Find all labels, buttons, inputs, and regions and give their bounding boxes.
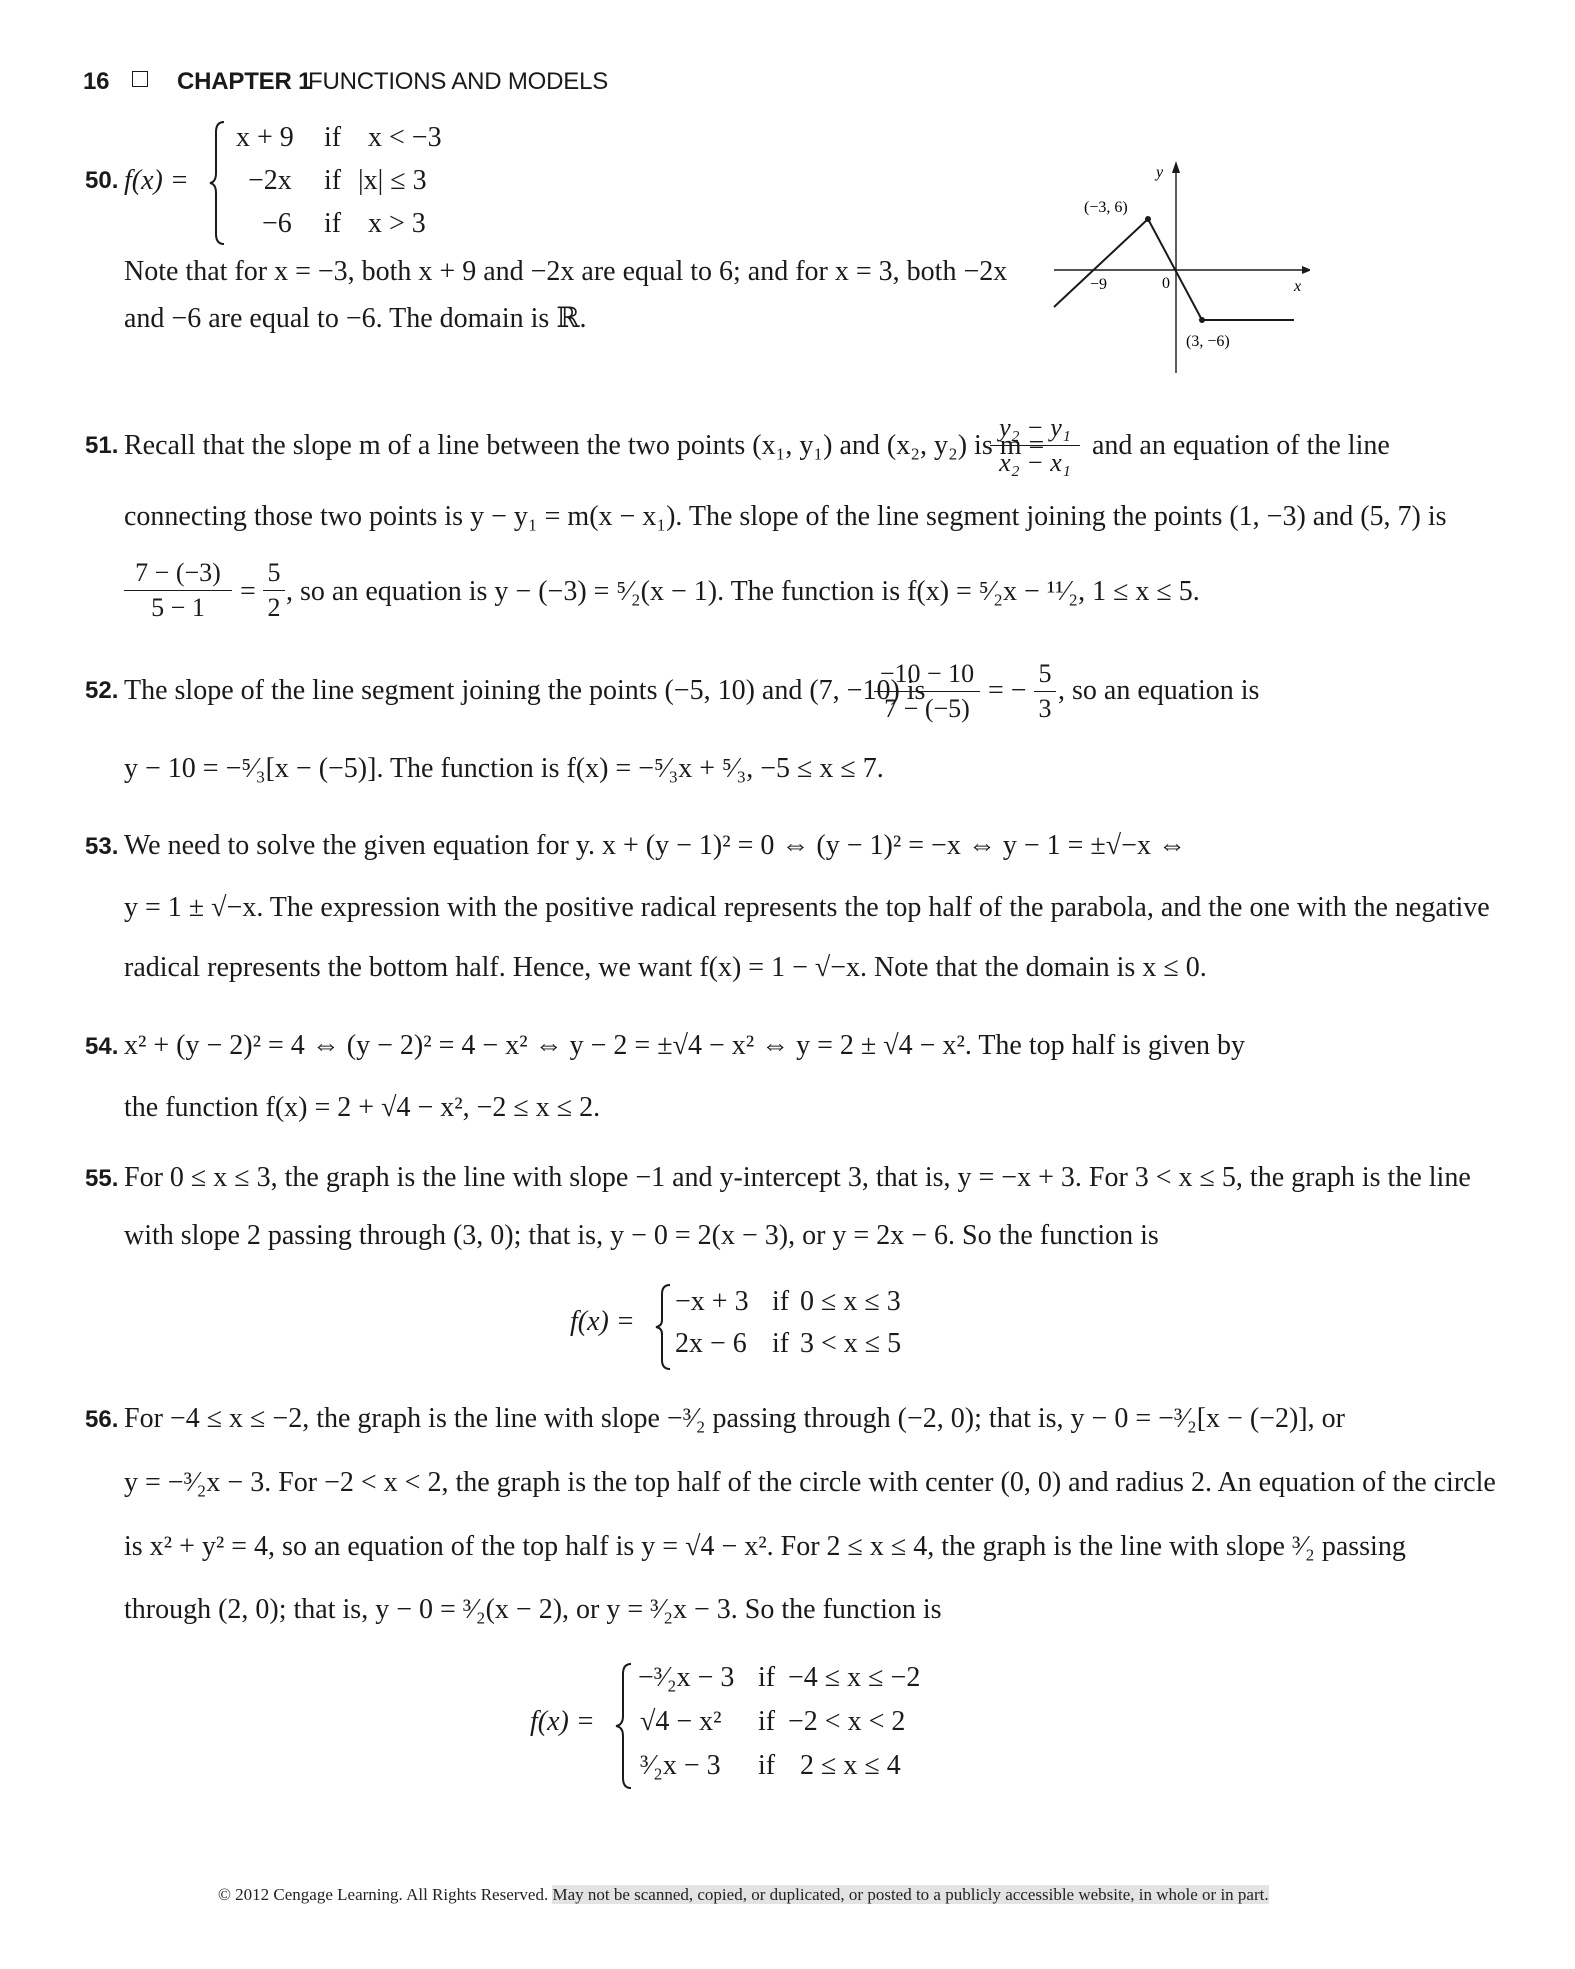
separator-box-icon — [132, 71, 148, 87]
left-brace-55 — [654, 1282, 674, 1372]
equals-minus-52: = − — [988, 675, 1027, 706]
text-line-51-1a: Recall that the slope m of a line between the two points (x₁, y₁) and (x₂, y₂) is m = — [124, 430, 1045, 461]
origin-label: 0 — [1162, 275, 1170, 292]
text-line-51-3: , so an equation is y − (−3) = ⁵⁄₂(x − 1). The function is f(x) = ⁵⁄₂x − ¹¹⁄₂, 1 ≤ x ≤ 5. — [286, 576, 1200, 607]
page-number: 16 — [83, 68, 110, 95]
case-cond-56-3: 2 ≤ x ≤ 4 — [800, 1750, 901, 1781]
problem-number-52: 52. — [85, 677, 119, 704]
point-a-marker — [1145, 216, 1151, 222]
case-cond-55-2: 3 < x ≤ 5 — [800, 1328, 902, 1359]
case-cond-50-2: |x| ≤ 3 — [358, 165, 427, 196]
case-expr-56-3: ³⁄₂x − 3 — [640, 1750, 721, 1781]
text-line-56-4: through (2, 0); that is, y − 0 = ³⁄₂(x − 2), or y = ³⁄₂x − 3. So the function is — [124, 1594, 942, 1625]
text-line-50-2: and −6 are equal to −6. The domain is ℝ. — [124, 303, 587, 334]
x-intercept-label: −9 — [1090, 276, 1108, 293]
text-line-53-2: y = 1 ± √−x. The expression with the positive radical represents the top half of the parabola, and the one with the negative — [124, 892, 1490, 923]
text-line-52-1a: The slope of the line segment joining the points (−5, 10) and (7, −10) is — [124, 675, 926, 706]
case-if-50-1: if — [324, 122, 342, 153]
problem-number-50: 50. — [85, 167, 119, 194]
case-expr-50-2: −2x — [248, 165, 292, 196]
text-line-56-2: y = −³⁄₂x − 3. For −2 < x < 2, the graph is the top half of the circle with center (0, 0) and radius 2. An equation of the circle — [124, 1467, 1496, 1498]
copyright-notice: May not be scanned, copied, or duplicated, or posted to a publicly accessible website, in whole or in part. — [552, 1885, 1269, 1904]
piecewise-lhs-56: f(x) = — [530, 1706, 595, 1737]
fraction-slope-formula — [990, 413, 1080, 478]
fraction-denominator: 3 — [1038, 694, 1052, 723]
case-if-55-1: if — [772, 1286, 790, 1317]
text-line-52-2: y − 10 = −⁵⁄₃[x − (−5)]. The function is f(x) = −⁵⁄₃x + ⁵⁄₃, −5 ≤ x ≤ 7. — [124, 753, 884, 784]
text-line-53-1: We need to solve the given equation for y. x + (y − 1)² = 0 ⇔ (y − 1)² = −x ⇔ y − 1 = ±√−x ⇔ — [124, 830, 1186, 861]
problem-number-53: 53. — [85, 833, 119, 860]
case-if-50-2: if — [324, 165, 342, 196]
text-line-54-1: x² + (y − 2)² = 4 ⇔ (y − 2)² = 4 − x² ⇔ y − 2 = ±√4 − x² ⇔ y = 2 ± √4 − x². The top half is given by — [124, 1030, 1246, 1061]
fraction-numerator: 7 − (−3) — [124, 558, 232, 591]
x-axis-arrow-icon — [1302, 266, 1310, 274]
fraction-denominator: 2 — [267, 593, 281, 622]
case-if-56-2: if — [758, 1706, 776, 1737]
text-line-50-1: Note that for x = −3, both x + 9 and −2x are equal to 6; and for x = 3, both −2x — [124, 256, 1008, 287]
chapter-label: CHAPTER 1 — [177, 68, 312, 95]
chapter-title: FUNCTIONS AND MODELS — [308, 68, 609, 95]
function-graph-50 — [1040, 155, 1310, 375]
fraction-slope-value — [124, 558, 232, 623]
case-expr-50-1: x + 9 — [236, 122, 294, 153]
text-line-51-2: connecting those two points is y − y₁ = m(x − x₁). The slope of the line segment joining the points (1, −3) and (5, 7) is — [124, 501, 1447, 532]
point-b-label: (3, −6) — [1186, 333, 1230, 350]
fraction-denominator: 5 − 1 — [151, 593, 205, 622]
text-line-53-3: radical represents the bottom half. Hence, we want f(x) = 1 − √−x. Note that the domain is x ≤ 0. — [124, 952, 1207, 983]
fraction-denominator: 7 − (−5) — [884, 694, 970, 723]
point-b-marker — [1199, 317, 1205, 323]
fraction-numerator: 5 — [263, 558, 285, 591]
problem-number-56: 56. — [85, 1406, 119, 1433]
text-line-52-1b: , so an equation is — [1058, 675, 1260, 706]
text-line-55-2: with slope 2 passing through (3, 0); that is, y − 0 = 2(x − 3), or y = 2x − 6. So the function is — [124, 1220, 1159, 1251]
fraction-denominator: x₂ − x₁ — [999, 448, 1071, 477]
text-line-56-3: is x² + y² = 4, so an equation of the top half is y = √4 − x². For 2 ≤ x ≤ 4, the graph is the line with slope ³⁄₂ passing — [124, 1531, 1406, 1562]
case-expr-56-2: √4 − x² — [640, 1706, 722, 1737]
case-cond-56-2: −2 < x < 2 — [788, 1706, 906, 1737]
case-cond-56-1: −4 ≤ x ≤ −2 — [788, 1662, 921, 1693]
problem-number-55: 55. — [85, 1165, 119, 1192]
left-brace-50 — [208, 118, 228, 248]
case-cond-50-3: x > 3 — [368, 208, 426, 239]
text-line-56-1: For −4 ≤ x ≤ −2, the graph is the line with slope −³⁄₂ passing through (−2, 0); that is, y − 0 = −³⁄₂[x − (−2)], or — [124, 1403, 1345, 1434]
copyright-text: 2012 Cengage Learning. All Rights Reserved. — [235, 1885, 549, 1904]
case-if-56-3: if — [758, 1750, 776, 1781]
case-cond-55-1: 0 ≤ x ≤ 3 — [800, 1286, 901, 1317]
point-a-label: (−3, 6) — [1084, 199, 1128, 216]
case-expr-55-2: 2x − 6 — [675, 1328, 747, 1359]
problem-number-51: 51. — [85, 432, 119, 459]
text-line-54-2: the function f(x) = 2 + √4 − x², −2 ≤ x ≤ 2. — [124, 1092, 601, 1123]
y-axis-arrow-icon — [1172, 161, 1180, 173]
equals-sign-51: = — [240, 576, 256, 607]
x-axis-label: x — [1294, 278, 1302, 295]
case-if-50-3: if — [324, 208, 342, 239]
piecewise-lhs-50: f(x) = — [124, 165, 189, 196]
case-expr-56-1: −³⁄₂x − 3 — [638, 1662, 735, 1693]
text-line-55-1: For 0 ≤ x ≤ 3, the graph is the line with slope −1 and y-intercept 3, that is, y = −x + 3. For 3 < x ≤ 5, the graph is the line — [124, 1162, 1471, 1193]
left-brace-56 — [614, 1660, 636, 1792]
fraction-slope-52 — [874, 659, 980, 724]
fraction-numerator: −10 − 10 — [874, 659, 980, 692]
fraction-numerator: 5 — [1034, 659, 1056, 692]
copyright-symbol: © — [218, 1885, 231, 1904]
y-axis-label: y — [1156, 164, 1164, 181]
fraction-five-thirds — [1034, 659, 1056, 724]
case-if-55-2: if — [772, 1328, 790, 1359]
case-expr-55-1: −x + 3 — [675, 1286, 749, 1317]
problem-number-54: 54. — [85, 1033, 119, 1060]
fraction-five-halves — [263, 558, 285, 623]
case-expr-50-3: −6 — [262, 208, 292, 239]
case-cond-50-1: x < −3 — [368, 122, 442, 153]
case-if-56-1: if — [758, 1662, 776, 1693]
piecewise-lhs-55: f(x) = — [570, 1306, 635, 1337]
copyright-footer — [218, 1885, 1269, 1905]
fraction-numerator: y₂ − y₁ — [990, 413, 1080, 446]
text-line-51-1b: and an equation of the line — [1092, 430, 1390, 461]
